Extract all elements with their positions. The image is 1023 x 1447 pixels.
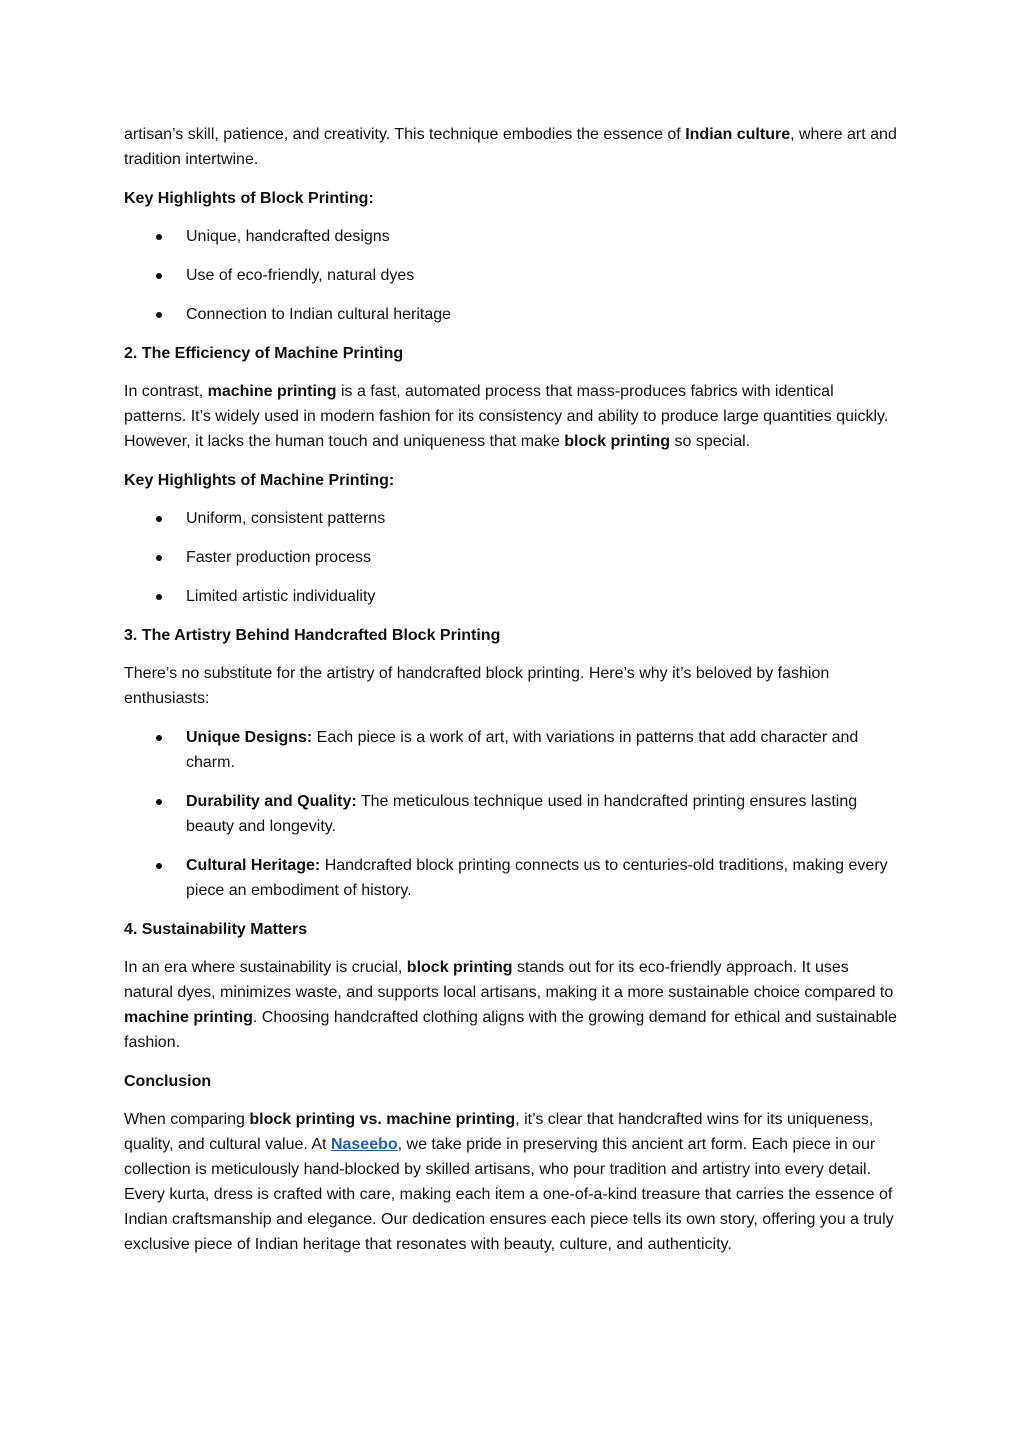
section4-text-1: In an era where sustainability is crucial, [124, 959, 407, 976]
section4-bold-1: block printing [406, 959, 513, 976]
list-item-text: Uniform, consistent patterns [186, 510, 386, 527]
list-item-text: Handcrafted block printing connects us to centuries-old traditions, making every piece an embodiment of history. [186, 857, 888, 899]
section4-text-2: stands out for its eco-friendly approach. It uses natural dyes, minimizes waste, and supports local artisans, making it a more sustainable choice compared to [124, 959, 894, 1001]
intro-paragraph [124, 122, 900, 172]
conclusion-text-2: , it’s clear that handcrafted wins for its uniqueness, quality, and cultural value. At [124, 1111, 874, 1153]
section2-text-3: so special. [670, 433, 751, 450]
bullet-icon [156, 234, 162, 240]
intro-text-2: , where art and tradition intertwine. [124, 126, 897, 168]
list-item-text: The meticulous technique used in handcrafted printing ensures lasting beauty and longevity. [186, 793, 858, 835]
bullet-icon [156, 312, 162, 318]
machine-highlights-heading: Key Highlights of Machine Printing: [124, 472, 395, 489]
machine-highlights-list [124, 506, 900, 609]
list-item [124, 506, 900, 531]
bullet-icon [156, 594, 162, 600]
section2-bold-1: machine printing [207, 383, 337, 400]
list-item-text: Faster production process [186, 549, 371, 566]
list-item [124, 584, 900, 609]
document-page [124, 122, 900, 1271]
list-item-text: Use of eco-friendly, natural dyes [186, 267, 415, 284]
list-item [124, 302, 900, 327]
list-item-label: Durability and Quality: [186, 793, 357, 810]
bullet-icon [156, 273, 162, 279]
block-highlights-heading: Key Highlights of Block Printing: [124, 190, 374, 207]
list-item-label: Unique Designs: [186, 729, 313, 746]
section2-heading: 2. The Efficiency of Machine Printing [124, 345, 404, 362]
conclusion-heading: Conclusion [124, 1073, 212, 1090]
conclusion-bold-1: block printing vs. machine printing [249, 1111, 516, 1128]
list-item-text: Connection to Indian cultural heritage [186, 306, 452, 323]
section3-heading: 3. The Artistry Behind Handcrafted Block Printing [124, 627, 501, 644]
section4-paragraph [124, 955, 900, 1055]
list-item [124, 545, 900, 570]
bullet-icon [156, 863, 162, 869]
bullet-icon [156, 555, 162, 561]
list-item-text: Each piece is a work of art, with variations in patterns that add character and charm. [186, 729, 859, 771]
block-highlights-list [124, 224, 900, 327]
conclusion-text-3: , we take pride in preserving this ancient art form. Each piece in our collection is meticulously hand-blocked by skilled artisans, who pour tradition and artistry into every detail. Every kurta, dress is crafted with care, making each item a one-of-a-kind treasure that carries the essence of Indian craftsmanship and elegance. Our dedication ensures each piece tells its own story, offering you a truly exclusive piece of Indian heritage that resonates with beauty, culture, and authenticity. [124, 1136, 894, 1253]
section2-text-1: In contrast, [124, 383, 208, 400]
list-item-label: Cultural Heritage: [186, 857, 321, 874]
bullet-icon [156, 516, 162, 522]
intro-text-1: artisan’s skill, patience, and creativity. This technique embodies the essence of [124, 126, 686, 143]
bullet-icon [156, 799, 162, 805]
intro-bold-1: Indian culture [685, 126, 791, 143]
section3-intro: There’s no substitute for the artistry of handcrafted block printing. Here’s why it’s beloved by fashion enthusiasts: [124, 665, 830, 707]
conclusion-paragraph [124, 1107, 900, 1257]
section4-heading: 4. Sustainability Matters [124, 921, 308, 938]
bullet-icon [156, 735, 162, 741]
list-item [124, 263, 900, 288]
section2-paragraph [124, 379, 900, 454]
list-item [124, 853, 900, 903]
section4-bold-2: machine printing [124, 1009, 253, 1026]
section2-bold-2: block printing [564, 433, 671, 450]
section3-list [124, 725, 900, 903]
list-item [124, 725, 900, 775]
section4-text-3: . Choosing handcrafted clothing aligns with the growing demand for ethical and sustainable fashion. [124, 1009, 897, 1051]
conclusion-text-1: When comparing [124, 1111, 250, 1128]
list-item [124, 224, 900, 249]
list-item [124, 789, 900, 839]
list-item-text: Limited artistic individuality [186, 588, 376, 605]
naseebo-link[interactable]: Naseebo [330, 1136, 398, 1153]
section2-text-2: is a fast, automated process that mass-produces fabrics with identical patterns. It’s widely used in modern fashion for its consistency and ability to produce large quantities quickly. However, it lacks the human touch and uniqueness that make [124, 383, 889, 450]
list-item-text: Unique, handcrafted designs [186, 228, 390, 245]
